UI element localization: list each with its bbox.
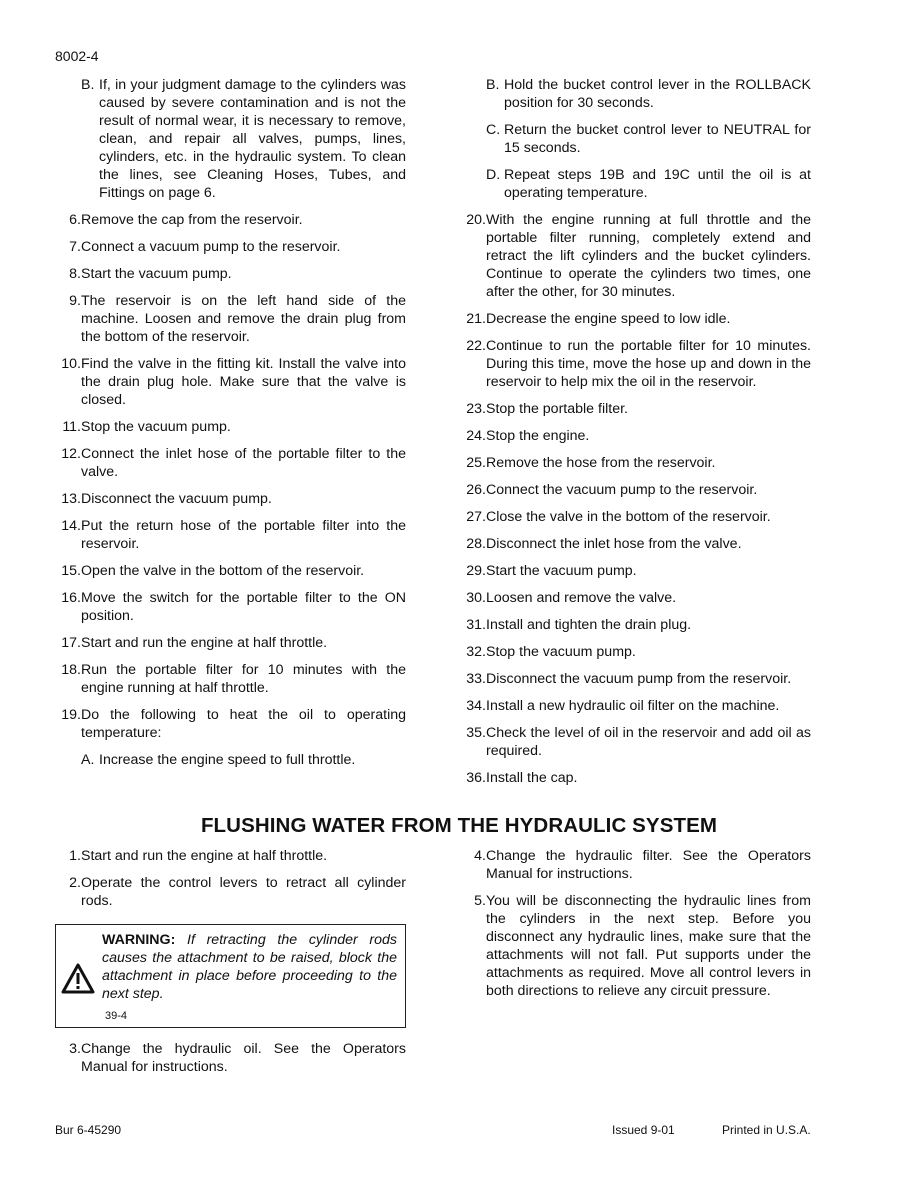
- step-number: 33.: [466, 671, 486, 687]
- footer-doc-number: Bur 6-45290: [55, 1123, 122, 1137]
- step-text: Close the valve in the bottom of the reservoir.: [486, 509, 771, 525]
- step-item: [460, 670, 811, 688]
- step-item: [55, 355, 406, 409]
- step-item: [460, 724, 811, 760]
- substep-label: B.: [486, 77, 500, 93]
- step-number: 23.: [466, 401, 486, 417]
- step-item: [460, 847, 811, 883]
- substep-item: [460, 76, 811, 112]
- step-text: Start the vacuum pump.: [81, 266, 232, 282]
- step-text: Stop the portable filter.: [486, 401, 628, 417]
- step-item: [460, 310, 811, 328]
- step-text: Stop the engine.: [486, 428, 590, 444]
- step-text: Run the portable filter for 10 minutes with the engine running at half throttle.: [81, 662, 406, 696]
- step-item: [55, 265, 406, 283]
- warning-label: WARNING:: [102, 932, 176, 948]
- step-text: Move the switch for the portable filter to the ON position.: [81, 590, 406, 624]
- substep-text: Return the bucket control lever to NEUTRAL for 15 seconds.: [504, 122, 811, 156]
- step-item: [55, 562, 406, 580]
- step-item: [55, 517, 406, 553]
- step-number: 8.: [69, 266, 81, 282]
- left-column-top: [55, 76, 406, 778]
- step-text: Change the hydraulic filter. See the Operators Manual for instructions.: [486, 848, 811, 882]
- step-number: 22.: [466, 338, 486, 354]
- step-text: The reservoir is on the left hand side of the machine. Loosen and remove the drain plug from the bottom of the reservoir.: [81, 293, 406, 345]
- step-number: 20.: [466, 212, 486, 228]
- step-number: 5.: [474, 893, 486, 909]
- step-text: Loosen and remove the valve.: [486, 590, 677, 606]
- step-text: Disconnect the vacuum pump.: [81, 491, 272, 507]
- step-number: 21.: [466, 311, 486, 327]
- step-item: [55, 847, 406, 865]
- step-item: [55, 292, 406, 346]
- step-number: 18.: [61, 662, 81, 678]
- step-item: [460, 697, 811, 715]
- right-column-bottom: [460, 847, 811, 1009]
- step-number: 25.: [466, 455, 486, 471]
- step-item: [460, 535, 811, 553]
- step-number: 2.: [69, 875, 81, 891]
- step-item: [460, 211, 811, 301]
- step-text: Start and run the engine at half throttle.: [81, 635, 328, 651]
- footer-printed: Printed in U.S.A.: [722, 1123, 811, 1137]
- step-text: Start the vacuum pump.: [486, 563, 637, 579]
- step-text: Remove the cap from the reservoir.: [81, 212, 303, 228]
- step-text: Operate the control levers to retract all cylinder rods.: [81, 875, 406, 909]
- step-number: 15.: [61, 563, 81, 579]
- step-text: Install a new hydraulic oil filter on the machine.: [486, 698, 780, 714]
- step-item: [55, 211, 406, 229]
- step-text: Connect a vacuum pump to the reservoir.: [81, 239, 341, 255]
- step-number: 3.: [69, 1041, 81, 1057]
- step-item: [55, 1040, 406, 1076]
- section-heading: FLUSHING WATER FROM THE HYDRAULIC SYSTEM: [200, 814, 718, 837]
- step-text: Find the valve in the fitting kit. Install the valve into the drain plug hole. Make sure that the valve is closed.: [81, 356, 406, 408]
- step-item: [55, 634, 406, 652]
- right-column-top: [460, 76, 811, 796]
- step-number: 10.: [61, 356, 81, 372]
- step-text: Change the hydraulic oil. See the Operators Manual for instructions.: [81, 1041, 406, 1075]
- step-text: Connect the vacuum pump to the reservoir.: [486, 482, 758, 498]
- page-number: 8002-4: [55, 48, 99, 64]
- step-item: [55, 874, 406, 910]
- step-text: Check the level of oil in the reservoir and add oil as required.: [486, 725, 811, 759]
- substep-text: Repeat steps 19B and 19C until the oil is at operating temperature.: [504, 167, 811, 201]
- step-number: 36.: [466, 770, 486, 786]
- step-number: 29.: [466, 563, 486, 579]
- step-number: 19.: [61, 707, 81, 723]
- step-number: 28.: [466, 536, 486, 552]
- warning-triangle-icon: [61, 963, 95, 995]
- step-number: 27.: [466, 509, 486, 525]
- step-number: 13.: [61, 491, 81, 507]
- step-number: 9.: [69, 293, 81, 309]
- step-item: [55, 445, 406, 481]
- step-text: Continue to run the portable filter for 10 minutes. During this time, move the hose up and down in the reservoir to help mix the oil in the reservoir.: [486, 338, 811, 390]
- step-item: [460, 769, 811, 787]
- warning-text-block: [102, 931, 397, 1003]
- step-text: Put the return hose of the portable filter into the reservoir.: [81, 518, 406, 552]
- step-number: 34.: [466, 698, 486, 714]
- step-number: 1.: [69, 848, 81, 864]
- step-text: Do the following to heat the oil to operating temperature:: [81, 707, 406, 741]
- step-number: 31.: [466, 617, 486, 633]
- step-text: Open the valve in the bottom of the reservoir.: [81, 563, 365, 579]
- warning-box: [55, 924, 406, 1028]
- step-item: [460, 454, 811, 472]
- step-item: [55, 706, 406, 742]
- step-item: [460, 337, 811, 391]
- step-text: Stop the vacuum pump.: [81, 419, 231, 435]
- substep-text: Hold the bucket control lever in the ROLLBACK position for 30 seconds.: [504, 77, 811, 111]
- footer-issued: Issued 9-01: [612, 1123, 675, 1137]
- step-number: 4.: [474, 848, 486, 864]
- left-column-bottom: [55, 847, 406, 1085]
- step-text: With the engine running at full throttle and the portable filter running, completely extend and retract the lift cylinders and the bucket cylinders. Continue to operate the cylinders two times, one after the other, for 30 minutes.: [486, 212, 811, 300]
- substep-a: [55, 751, 406, 769]
- step-text: Start and run the engine at half throttle.: [81, 848, 328, 864]
- substep-item: [460, 166, 811, 202]
- step-text: Disconnect the inlet hose from the valve.: [486, 536, 742, 552]
- step-number: 14.: [61, 518, 81, 534]
- step-number: 17.: [61, 635, 81, 651]
- substep-label: C.: [486, 122, 501, 138]
- substep-text: If, in your judgment damage to the cylinders was caused by severe contamination and is not the result of normal wear, it is necessary to remove, clean, and repair all valves, pumps, lines, cylinders, etc. in the hydraulic system. To clean the lines, see Cleaning Hoses, Tubes, and Fittings on page 6.: [99, 77, 406, 201]
- substep-text: Increase the engine speed to full throttle.: [99, 752, 356, 768]
- step-item: [460, 562, 811, 580]
- step-text: Connect the inlet hose of the portable filter to the valve.: [81, 446, 406, 480]
- step-number: 12.: [61, 446, 81, 462]
- step-number: 32.: [466, 644, 486, 660]
- step-number: 35.: [466, 725, 486, 741]
- substep-label: D.: [486, 167, 501, 183]
- step-text: Remove the hose from the reservoir.: [486, 455, 716, 471]
- step-item: [55, 238, 406, 256]
- step-text: You will be disconnecting the hydraulic lines from the cylinders in the next step. Before you disconnect any hydraulic lines, make sure that the attachments will not fall. Put supports under the attachments as required. Move all control levers in both directions to relieve any circuit pressure.: [486, 893, 811, 999]
- substep-label: A.: [81, 752, 95, 768]
- step-item: [460, 427, 811, 445]
- step-text: Stop the vacuum pump.: [486, 644, 636, 660]
- step-number: 16.: [61, 590, 81, 606]
- step-text: Install and tighten the drain plug.: [486, 617, 692, 633]
- step-item: [460, 589, 811, 607]
- step-number: 24.: [466, 428, 486, 444]
- warning-code: 39-4: [105, 1010, 128, 1022]
- step-item: [55, 589, 406, 625]
- substep-b: [55, 76, 406, 202]
- step-item: [460, 400, 811, 418]
- step-text: Install the cap.: [486, 770, 578, 786]
- step-item: [460, 643, 811, 661]
- step-item: [55, 490, 406, 508]
- step-text: Disconnect the vacuum pump from the reservoir.: [486, 671, 792, 687]
- substep-label: B.: [81, 77, 95, 93]
- step-item: [55, 661, 406, 697]
- step-item: [460, 892, 811, 1000]
- step-number: 6.: [69, 212, 81, 228]
- step-item: [460, 508, 811, 526]
- warning-message: If retracting the cylinder rods causes the attachment to be raised, block the attachment in place before proceeding to the next step.: [102, 932, 397, 1002]
- step-item: [55, 418, 406, 436]
- step-text: Decrease the engine speed to low idle.: [486, 311, 731, 327]
- step-number: 7.: [69, 239, 81, 255]
- step-number: 11.: [62, 419, 81, 435]
- substep-item: [460, 121, 811, 157]
- step-item: [460, 616, 811, 634]
- step-number: 30.: [466, 590, 486, 606]
- step-item: [460, 481, 811, 499]
- step-number: 26.: [466, 482, 486, 498]
